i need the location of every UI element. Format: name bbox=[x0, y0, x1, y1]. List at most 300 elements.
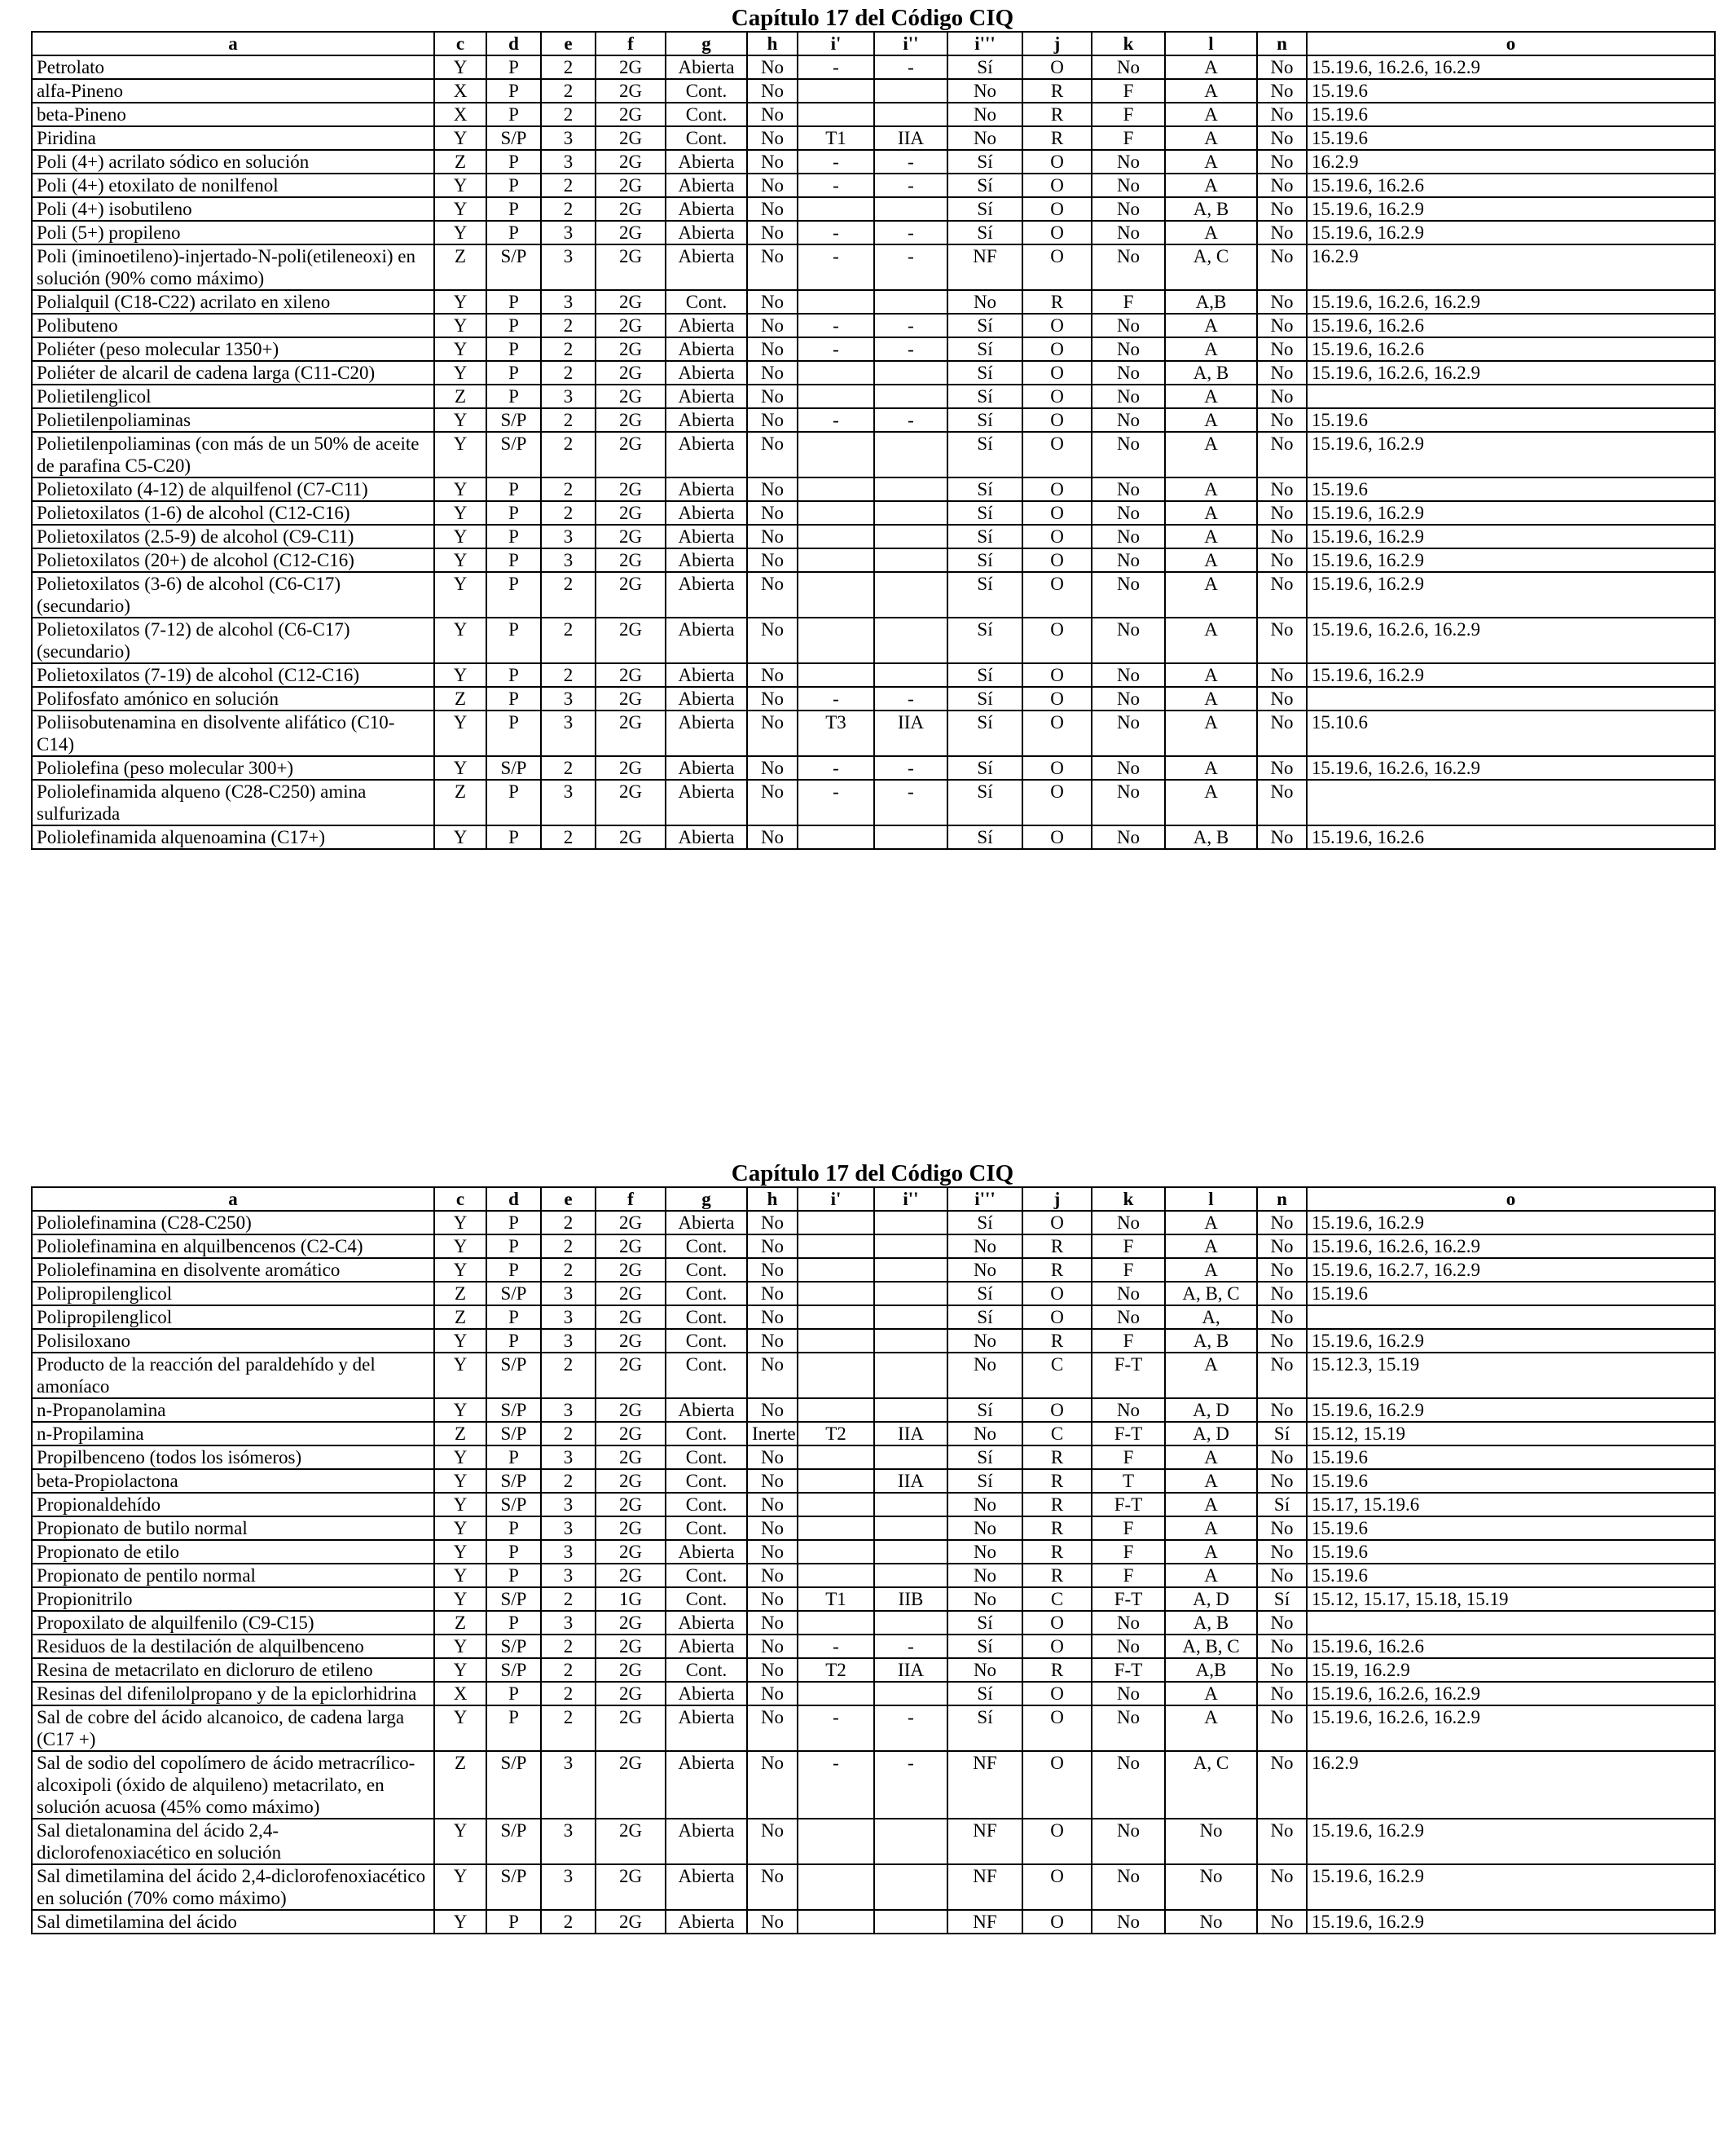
table-row bbox=[32, 1819, 1715, 1864]
table-cell: 2G bbox=[596, 197, 666, 221]
table-row bbox=[32, 1258, 1715, 1282]
table-cell: No bbox=[1257, 1751, 1307, 1819]
table-cell: IIA bbox=[874, 1658, 947, 1682]
table-cell: P bbox=[486, 337, 541, 361]
table-cell: C bbox=[1022, 1587, 1092, 1611]
table-cell: Abierta bbox=[666, 618, 747, 663]
table-cell bbox=[798, 1258, 874, 1282]
table-cell: No bbox=[1257, 1469, 1307, 1493]
substance-name-cell: Polietoxilatos (2.5-9) de alcohol (C9-C11) bbox=[32, 525, 434, 548]
table-cell: No bbox=[1092, 55, 1165, 79]
table-cell: F-T bbox=[1092, 1493, 1165, 1516]
substance-name-cell: Polipropilenglicol bbox=[32, 1282, 434, 1305]
table-cell: 2 bbox=[541, 103, 596, 126]
table-cell: Abierta bbox=[666, 687, 747, 711]
table-cell: Y bbox=[434, 663, 486, 687]
column-header: c bbox=[434, 32, 486, 55]
table-cell: No bbox=[947, 79, 1022, 103]
table-cell: 2 bbox=[541, 1705, 596, 1751]
table-cell: 2G bbox=[596, 361, 666, 385]
table-cell: Y bbox=[434, 126, 486, 150]
table-cell: Cont. bbox=[666, 1305, 747, 1329]
table-cell: Sí bbox=[947, 687, 1022, 711]
table-cell: 2G bbox=[596, 1211, 666, 1234]
table-cell: S/P bbox=[486, 1398, 541, 1422]
table-cell: No bbox=[747, 1819, 798, 1864]
table-row bbox=[32, 55, 1715, 79]
table-cell: No bbox=[747, 1353, 798, 1398]
table-cell: No bbox=[747, 825, 798, 849]
table-cell bbox=[798, 825, 874, 849]
table-cell bbox=[874, 1682, 947, 1705]
substance-name-cell: Polietoxilatos (20+) de alcohol (C12-C16) bbox=[32, 548, 434, 572]
table-cell bbox=[874, 1493, 947, 1516]
table-cell: 2G bbox=[596, 1305, 666, 1329]
table-cell: 2 bbox=[541, 337, 596, 361]
table-cell: No bbox=[1257, 1658, 1307, 1682]
table-row bbox=[32, 1864, 1715, 1910]
table-cell: O bbox=[1022, 780, 1092, 825]
table-cell: No bbox=[1092, 1705, 1165, 1751]
table-cell: No bbox=[947, 1329, 1022, 1353]
table-cell: S/P bbox=[486, 432, 541, 477]
table-cell: C bbox=[1022, 1422, 1092, 1445]
table-cell bbox=[1307, 385, 1715, 408]
table-cell: No bbox=[747, 314, 798, 337]
table-title: Capítulo 17 del Código CIQ bbox=[731, 1160, 1014, 1186]
table-cell: 2G bbox=[596, 337, 666, 361]
table-cell: P bbox=[486, 385, 541, 408]
table-cell: No bbox=[747, 618, 798, 663]
table-cell bbox=[798, 290, 874, 314]
table-cell: A, bbox=[1165, 1305, 1257, 1329]
table-cell: No bbox=[1092, 1211, 1165, 1234]
table-cell bbox=[798, 432, 874, 477]
table-cell: No bbox=[1257, 221, 1307, 244]
table-cell: No bbox=[1257, 1516, 1307, 1540]
table-cell: A, C bbox=[1165, 1751, 1257, 1819]
table-cell: Cont. bbox=[666, 1445, 747, 1469]
table-row bbox=[32, 174, 1715, 197]
table-cell: No bbox=[1092, 150, 1165, 174]
substance-name-cell: Poliolefinamida alquenoamina (C17+) bbox=[32, 825, 434, 849]
table-cell: Abierta bbox=[666, 1910, 747, 1934]
table-cell: 2G bbox=[596, 1635, 666, 1658]
table-cell: No bbox=[747, 1211, 798, 1234]
table-cell: P bbox=[486, 525, 541, 548]
table-cell: 3 bbox=[541, 1564, 596, 1587]
table-cell: 16.2.9 bbox=[1307, 1751, 1715, 1819]
table-cell: 2G bbox=[596, 290, 666, 314]
table-cell bbox=[874, 1329, 947, 1353]
table-row bbox=[32, 663, 1715, 687]
table-cell: F bbox=[1092, 290, 1165, 314]
table-cell: - bbox=[798, 337, 874, 361]
table-cell: No bbox=[1257, 1682, 1307, 1705]
table-cell: P bbox=[486, 825, 541, 849]
table-cell: C bbox=[1022, 1353, 1092, 1398]
table-cell: Sí bbox=[947, 361, 1022, 385]
table-cell: 15.19.6 bbox=[1307, 1516, 1715, 1540]
table-cell: 2G bbox=[596, 687, 666, 711]
table-cell: No bbox=[747, 1329, 798, 1353]
substance-name-cell: Propoxilato de alquilfenilo (C9-C15) bbox=[32, 1611, 434, 1635]
table-cell: - bbox=[798, 174, 874, 197]
table-cell: Cont. bbox=[666, 1469, 747, 1493]
table-cell: P bbox=[486, 1705, 541, 1751]
table-row bbox=[32, 1682, 1715, 1705]
table-cell: 2G bbox=[596, 825, 666, 849]
table-cell: Sí bbox=[947, 1635, 1022, 1658]
table-cell: No bbox=[1092, 408, 1165, 432]
table-cell: A bbox=[1165, 1564, 1257, 1587]
table-cell: Cont. bbox=[666, 1422, 747, 1445]
table-cell: Sí bbox=[1257, 1587, 1307, 1611]
table-cell: 15.19.6, 16.2.6, 16.2.9 bbox=[1307, 1705, 1715, 1751]
table-cell: A, D bbox=[1165, 1587, 1257, 1611]
column-header: i'' bbox=[874, 32, 947, 55]
table-cell: No bbox=[747, 385, 798, 408]
table-cell: No bbox=[1257, 572, 1307, 618]
table-cell: No bbox=[747, 150, 798, 174]
table-cell: 15.19.6, 16.2.9 bbox=[1307, 548, 1715, 572]
table-cell: 2G bbox=[596, 618, 666, 663]
table-cell: Y bbox=[434, 174, 486, 197]
table-cell: Y bbox=[434, 1329, 486, 1353]
table-cell: 15.19.6, 16.2.9 bbox=[1307, 221, 1715, 244]
table-cell: S/P bbox=[486, 1493, 541, 1516]
table-cell: 3 bbox=[541, 1751, 596, 1819]
table-cell: Sí bbox=[947, 337, 1022, 361]
table-cell: Abierta bbox=[666, 477, 747, 501]
table-cell bbox=[874, 1445, 947, 1469]
table-cell: Sí bbox=[947, 1282, 1022, 1305]
substance-name-cell: beta-Pineno bbox=[32, 103, 434, 126]
table-cell: T bbox=[1092, 1469, 1165, 1493]
table-cell: 2 bbox=[541, 825, 596, 849]
table-cell: Abierta bbox=[666, 756, 747, 780]
table-cell: O bbox=[1022, 1282, 1092, 1305]
table-cell: No bbox=[747, 711, 798, 756]
substance-name-cell: Poli (iminoetileno)-injertado-N-poli(etileneoxi) en solución (90% como máximo) bbox=[32, 244, 434, 290]
table-cell: O bbox=[1022, 337, 1092, 361]
table-cell: R bbox=[1022, 1564, 1092, 1587]
table-cell: F bbox=[1092, 1258, 1165, 1282]
table-cell: O bbox=[1022, 711, 1092, 756]
table-cell: 3 bbox=[541, 711, 596, 756]
table-cell: No bbox=[1092, 174, 1165, 197]
table-cell: O bbox=[1022, 408, 1092, 432]
table-cell: 3 bbox=[541, 244, 596, 290]
column-header: i''' bbox=[947, 1187, 1022, 1211]
table-cell: No bbox=[1257, 548, 1307, 572]
table-cell bbox=[798, 79, 874, 103]
table-cell: Y bbox=[434, 756, 486, 780]
table-cell bbox=[874, 1398, 947, 1422]
table-cell: 2G bbox=[596, 385, 666, 408]
table-cell: P bbox=[486, 1329, 541, 1353]
table-cell bbox=[874, 432, 947, 477]
table-cell: O bbox=[1022, 548, 1092, 572]
table-cell: No bbox=[1092, 525, 1165, 548]
table-cell: Sí bbox=[947, 501, 1022, 525]
table-cell: Sí bbox=[947, 825, 1022, 849]
table-cell: 15.19.6, 16.2.9 bbox=[1307, 663, 1715, 687]
table-cell: No bbox=[747, 1282, 798, 1305]
table-cell: 2G bbox=[596, 126, 666, 150]
table-cell: 2G bbox=[596, 525, 666, 548]
column-header: k bbox=[1092, 1187, 1165, 1211]
table-cell: 2 bbox=[541, 174, 596, 197]
substance-name-cell: Sal dimetilamina del ácido bbox=[32, 1910, 434, 1934]
table-cell: O bbox=[1022, 221, 1092, 244]
table-cell: No bbox=[1092, 711, 1165, 756]
table-row bbox=[32, 572, 1715, 618]
table-cell: No bbox=[1165, 1864, 1257, 1910]
table-cell: 3 bbox=[541, 1540, 596, 1564]
table-cell: No bbox=[747, 756, 798, 780]
table-cell: P bbox=[486, 221, 541, 244]
table-cell bbox=[874, 825, 947, 849]
table-cell: Sí bbox=[1257, 1493, 1307, 1516]
table-cell: 3 bbox=[541, 1611, 596, 1635]
table-cell bbox=[874, 103, 947, 126]
table-cell: S/P bbox=[486, 1469, 541, 1493]
table-row bbox=[32, 150, 1715, 174]
table-cell: No bbox=[1092, 477, 1165, 501]
table-cell: O bbox=[1022, 1635, 1092, 1658]
column-header: o bbox=[1307, 32, 1715, 55]
table-cell: 15.19.6 bbox=[1307, 1564, 1715, 1587]
table-cell: P bbox=[486, 1540, 541, 1564]
table-cell: Z bbox=[434, 1611, 486, 1635]
table-cell bbox=[874, 385, 947, 408]
column-header: d bbox=[486, 1187, 541, 1211]
table-cell: A bbox=[1165, 1258, 1257, 1282]
table-cell: No bbox=[1092, 825, 1165, 849]
table-cell: P bbox=[486, 711, 541, 756]
table-cell: A bbox=[1165, 501, 1257, 525]
table-cell: 15.19, 16.2.9 bbox=[1307, 1658, 1715, 1682]
table-cell: R bbox=[1022, 1469, 1092, 1493]
table-cell: No bbox=[1257, 1864, 1307, 1910]
table-cell: - bbox=[798, 1751, 874, 1819]
table-cell: 2 bbox=[541, 79, 596, 103]
table-cell: Y bbox=[434, 1635, 486, 1658]
table-cell: IIA bbox=[874, 711, 947, 756]
table-cell: 15.12, 15.19 bbox=[1307, 1422, 1715, 1445]
table-cell: Sí bbox=[947, 711, 1022, 756]
table-row bbox=[32, 525, 1715, 548]
table-cell: Y bbox=[434, 1564, 486, 1587]
table-cell: Cont. bbox=[666, 79, 747, 103]
table-cell: A bbox=[1165, 221, 1257, 244]
table-cell: O bbox=[1022, 572, 1092, 618]
table-cell: P bbox=[486, 477, 541, 501]
table-cell: Cont. bbox=[666, 1282, 747, 1305]
table-cell: 2G bbox=[596, 1258, 666, 1282]
table-cell: - bbox=[798, 150, 874, 174]
table-cell: No bbox=[1165, 1910, 1257, 1934]
table-cell: O bbox=[1022, 1611, 1092, 1635]
table-cell: Cont. bbox=[666, 1658, 747, 1682]
table-cell: 3 bbox=[541, 290, 596, 314]
table-cell: - bbox=[874, 408, 947, 432]
table-cell: O bbox=[1022, 432, 1092, 477]
table-cell: 15.19.6, 16.2.7, 16.2.9 bbox=[1307, 1258, 1715, 1282]
table-row bbox=[32, 687, 1715, 711]
table-cell: Y bbox=[434, 432, 486, 477]
table-cell: 3 bbox=[541, 1445, 596, 1469]
table-cell: P bbox=[486, 572, 541, 618]
table-cell: Y bbox=[434, 55, 486, 79]
table-cell: 2G bbox=[596, 1329, 666, 1353]
table-cell bbox=[798, 572, 874, 618]
table-cell: - bbox=[874, 780, 947, 825]
table-cell: Y bbox=[434, 825, 486, 849]
table-cell: No bbox=[1092, 1864, 1165, 1910]
table-cell: Sí bbox=[947, 221, 1022, 244]
table-cell: - bbox=[798, 1705, 874, 1751]
table-cell: No bbox=[1257, 337, 1307, 361]
table-cell: T2 bbox=[798, 1422, 874, 1445]
column-header: i'' bbox=[874, 1187, 947, 1211]
table-cell: No bbox=[947, 1564, 1022, 1587]
table-cell: IIA bbox=[874, 1422, 947, 1445]
table-cell: 15.19.6 bbox=[1307, 103, 1715, 126]
table-cell: No bbox=[747, 572, 798, 618]
table-cell: Abierta bbox=[666, 780, 747, 825]
table-cell: 15.19.6, 16.2.9 bbox=[1307, 197, 1715, 221]
table-cell: Abierta bbox=[666, 385, 747, 408]
table-cell: S/P bbox=[486, 1282, 541, 1305]
table-cell: 3 bbox=[541, 1516, 596, 1540]
column-header: e bbox=[541, 32, 596, 55]
table-cell bbox=[798, 361, 874, 385]
table-cell: No bbox=[947, 1658, 1022, 1682]
table-cell: Y bbox=[434, 501, 486, 525]
table-cell: O bbox=[1022, 150, 1092, 174]
table-cell: F bbox=[1092, 1329, 1165, 1353]
table-cell: 15.19.6, 16.2.6, 16.2.9 bbox=[1307, 618, 1715, 663]
table-cell: Y bbox=[434, 314, 486, 337]
column-header: j bbox=[1022, 1187, 1092, 1211]
table-cell: No bbox=[1092, 432, 1165, 477]
table-cell: No bbox=[747, 1234, 798, 1258]
table-row bbox=[32, 385, 1715, 408]
table-cell: No bbox=[1257, 1353, 1307, 1398]
table-cell: 15.19.6, 16.2.9 bbox=[1307, 525, 1715, 548]
table-cell: R bbox=[1022, 1445, 1092, 1469]
substance-name-cell: Polietilenpoliaminas bbox=[32, 408, 434, 432]
substance-name-cell: Polifosfato amónico en solución bbox=[32, 687, 434, 711]
table-cell bbox=[798, 1819, 874, 1864]
table-cell: No bbox=[1257, 1445, 1307, 1469]
table-cell: O bbox=[1022, 1682, 1092, 1705]
table-cell: 15.19.6 bbox=[1307, 79, 1715, 103]
table-cell: R bbox=[1022, 1658, 1092, 1682]
table-cell: 2 bbox=[541, 1587, 596, 1611]
table-cell: No bbox=[1092, 1398, 1165, 1422]
substance-name-cell: Poliolefina (peso molecular 300+) bbox=[32, 756, 434, 780]
table-cell: No bbox=[1092, 687, 1165, 711]
table-cell bbox=[798, 1611, 874, 1635]
table-cell: 2G bbox=[596, 1469, 666, 1493]
table-cell: 2G bbox=[596, 174, 666, 197]
table-cell: A bbox=[1165, 711, 1257, 756]
table-cell: 15.19.6, 16.2.6, 16.2.9 bbox=[1307, 1234, 1715, 1258]
table-cell: 3 bbox=[541, 1398, 596, 1422]
table-cell: Abierta bbox=[666, 1864, 747, 1910]
column-header: j bbox=[1022, 32, 1092, 55]
table-cell: Abierta bbox=[666, 1751, 747, 1819]
substance-name-cell: Poliolefinamida alqueno (C28-C250) amina sulfurizada bbox=[32, 780, 434, 825]
table-cell bbox=[874, 572, 947, 618]
table-cell: - bbox=[798, 687, 874, 711]
table-cell: 2G bbox=[596, 1493, 666, 1516]
substance-name-cell: Poli (5+) propileno bbox=[32, 221, 434, 244]
table-cell bbox=[1307, 1611, 1715, 1635]
table-cell: - bbox=[874, 687, 947, 711]
table-cell: No bbox=[1257, 1211, 1307, 1234]
table-cell: A, C bbox=[1165, 244, 1257, 290]
table-cell bbox=[874, 1305, 947, 1329]
table-cell: Sí bbox=[947, 1682, 1022, 1705]
table-row bbox=[32, 1493, 1715, 1516]
table-cell: 15.19.6, 16.2.6, 16.2.9 bbox=[1307, 290, 1715, 314]
table-cell: Y bbox=[434, 408, 486, 432]
table-row bbox=[32, 1422, 1715, 1445]
table-cell: 16.2.9 bbox=[1307, 150, 1715, 174]
table-cell: No bbox=[1257, 1564, 1307, 1587]
table-row bbox=[32, 244, 1715, 290]
table-cell: No bbox=[1257, 1329, 1307, 1353]
table-cell: 15.19.6, 16.2.6, 16.2.9 bbox=[1307, 55, 1715, 79]
table-cell: - bbox=[798, 756, 874, 780]
table-cell bbox=[798, 1234, 874, 1258]
table-cell: 2 bbox=[541, 1658, 596, 1682]
table-cell: 2G bbox=[596, 314, 666, 337]
table-cell: P bbox=[486, 548, 541, 572]
table-row bbox=[32, 477, 1715, 501]
table-cell: 2 bbox=[541, 1469, 596, 1493]
table-cell: No bbox=[1257, 477, 1307, 501]
table-cell bbox=[874, 1282, 947, 1305]
table-cell: O bbox=[1022, 1751, 1092, 1819]
table-cell: No bbox=[1257, 1398, 1307, 1422]
table-cell: 15.19.6 bbox=[1307, 1469, 1715, 1493]
substance-name-cell: Polietilenglicol bbox=[32, 385, 434, 408]
substance-name-cell: Sal de cobre del ácido alcanoico, de cadena larga (C17 +) bbox=[32, 1705, 434, 1751]
table-cell: A bbox=[1165, 55, 1257, 79]
table-cell: O bbox=[1022, 174, 1092, 197]
substance-name-cell: Poliéter (peso molecular 1350+) bbox=[32, 337, 434, 361]
table-cell: O bbox=[1022, 525, 1092, 548]
table-cell: X bbox=[434, 1682, 486, 1705]
table-cell: Abierta bbox=[666, 337, 747, 361]
table-cell: A bbox=[1165, 79, 1257, 103]
table-cell: Cont. bbox=[666, 1516, 747, 1540]
table-cell: Y bbox=[434, 1587, 486, 1611]
table-cell: T1 bbox=[798, 1587, 874, 1611]
table-row bbox=[32, 290, 1715, 314]
table-cell: S/P bbox=[486, 1353, 541, 1398]
table-cell: O bbox=[1022, 1864, 1092, 1910]
table-cell: No bbox=[1092, 780, 1165, 825]
table-cell: 15.19.6, 16.2.6 bbox=[1307, 314, 1715, 337]
table-cell: Abierta bbox=[666, 525, 747, 548]
table-cell: 2G bbox=[596, 756, 666, 780]
